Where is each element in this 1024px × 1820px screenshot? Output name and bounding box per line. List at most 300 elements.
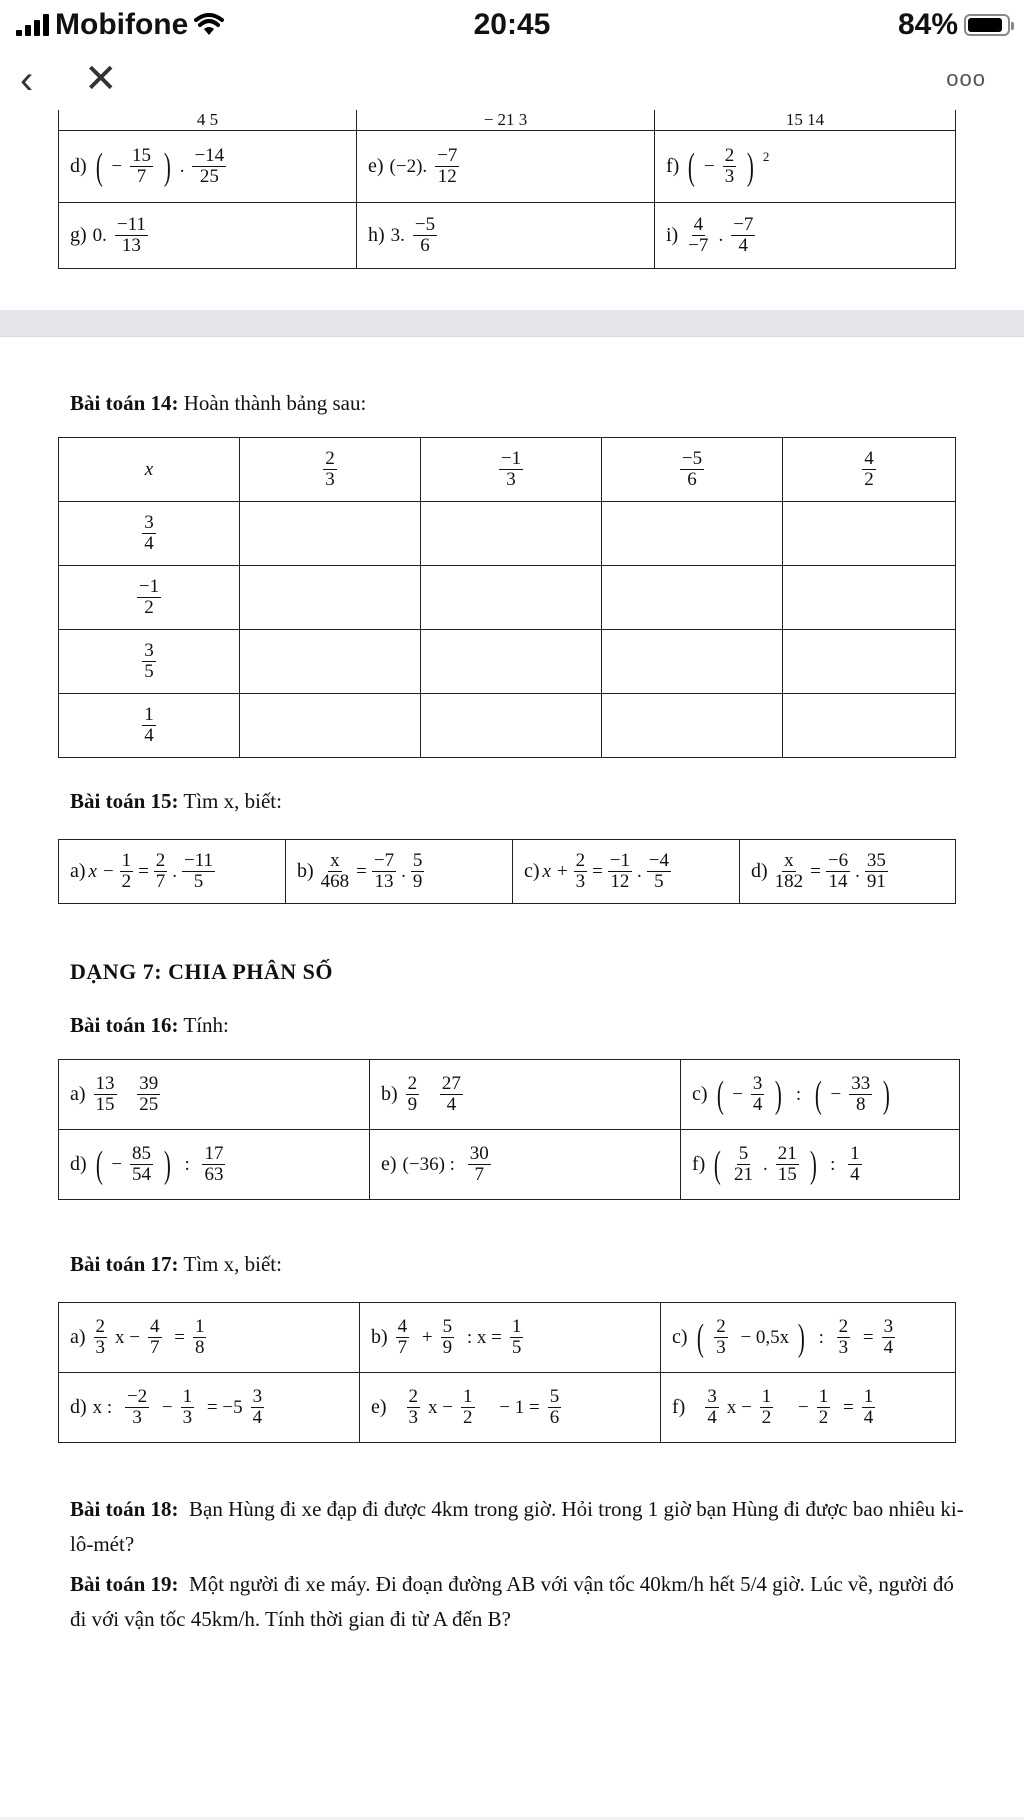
denominator: 3 <box>325 469 335 490</box>
exercise-text: Tìm x, biết: <box>183 789 282 813</box>
exercise-title: Bài toán 15: <box>70 789 179 813</box>
denominator: 9 <box>442 1337 453 1358</box>
header-cell <box>783 438 956 502</box>
expr-text: : <box>791 1083 806 1105</box>
dot: . <box>637 860 642 882</box>
denominator: −7 <box>688 235 709 256</box>
header-cell <box>602 438 783 502</box>
denominator: 3 <box>408 1407 419 1428</box>
numerator: 30 <box>469 1143 489 1165</box>
expr-text: (−36) : <box>402 1153 460 1175</box>
denominator: 3 <box>575 871 586 892</box>
denominator: 6 <box>687 469 697 490</box>
item-label: e) <box>381 1153 397 1175</box>
exercise-14-table <box>58 437 956 758</box>
expr-text: x : <box>92 1396 117 1418</box>
table-row <box>59 1303 956 1373</box>
numerator: 39 <box>139 1073 159 1095</box>
empty-cell <box>602 694 783 758</box>
numerator: 2 <box>575 850 586 872</box>
denominator: 4 <box>752 1094 763 1115</box>
numerator: 85 <box>132 1143 152 1165</box>
item-label: b) <box>371 1326 388 1348</box>
table-row <box>59 630 956 694</box>
fraction <box>826 851 850 892</box>
denominator: 7 <box>136 166 147 187</box>
cell-17b <box>360 1303 661 1373</box>
denominator: 4 <box>850 1164 860 1185</box>
denominator: 9 <box>412 871 423 892</box>
browser-nav-bar <box>0 52 1024 110</box>
exercise-16-table <box>58 1059 960 1200</box>
empty-cell <box>602 566 783 630</box>
item-label: a) <box>70 860 86 882</box>
numerator: −7 <box>733 214 754 236</box>
expr-text: : <box>179 1153 195 1175</box>
battery-percent: 84% <box>897 8 958 41</box>
numerator: x <box>330 850 340 872</box>
item-label: d) <box>751 860 768 882</box>
numerator: −1 <box>609 850 630 872</box>
exercise-15-table <box>58 839 956 904</box>
dot: . <box>179 155 185 177</box>
denominator: 8 <box>194 1337 205 1358</box>
denominator: 5 <box>193 871 204 892</box>
fraction <box>548 1387 562 1428</box>
expr-text <box>125 1084 130 1106</box>
status-bar <box>0 0 1024 52</box>
close-paren: ) <box>883 1073 891 1116</box>
expr-text: − <box>830 1083 842 1105</box>
fraction <box>148 1317 162 1358</box>
x-label: x <box>59 438 240 502</box>
expr-text: = −5 <box>202 1396 243 1418</box>
item-label: f) <box>692 1153 706 1175</box>
item-label: h) <box>368 224 385 246</box>
carrier-name: Mobifone <box>55 8 189 41</box>
exercise-text: Bạn Hùng đi xe đạp đi được 4km trong giờ. Hỏi trong 1 giờ bạn Hùng đi được bao nhiêu ki-lô-mét? <box>70 1497 964 1556</box>
exercise-17-table <box>58 1302 956 1443</box>
fraction <box>137 1074 160 1115</box>
exercise-title: Bài toán 17: <box>70 1252 179 1276</box>
numerator: 4 <box>150 1316 160 1338</box>
equals: = <box>356 860 367 882</box>
fraction <box>319 851 352 892</box>
expr-text: : x = <box>462 1326 502 1348</box>
empty-cell <box>421 630 602 694</box>
fraction <box>142 513 156 554</box>
numerator: −11 <box>116 214 146 236</box>
close-paren: ) <box>163 145 171 188</box>
exercise-16-heading <box>70 1013 229 1038</box>
denominator: 4 <box>738 235 749 256</box>
numerator: 2 <box>95 1316 106 1338</box>
denominator: 12 <box>437 166 457 187</box>
numerator: 3 <box>144 512 154 534</box>
exercise-title: Bài toán 14: <box>70 391 179 415</box>
fraction <box>882 1317 896 1358</box>
fraction <box>182 851 215 892</box>
fraction <box>773 851 806 892</box>
numerator: 13 <box>95 1073 115 1095</box>
numerator: 2 <box>407 1073 418 1095</box>
denominator: 4 <box>446 1094 457 1115</box>
cell-e <box>357 131 655 203</box>
expr-text: − 0,5x <box>735 1326 790 1348</box>
expr-text: − <box>157 1396 173 1418</box>
back-chevron-icon[interactable]: ‹ <box>20 58 34 102</box>
fraction <box>396 1317 410 1358</box>
partial-cell: 15 14 <box>655 110 956 131</box>
numerator: 3 <box>883 1316 894 1338</box>
fraction <box>731 215 755 256</box>
fraction <box>323 449 337 490</box>
numerator: 27 <box>441 1073 461 1095</box>
numerator: 4 <box>864 448 874 470</box>
table-row <box>59 1060 960 1130</box>
expr-text <box>427 1084 432 1106</box>
prefix: (−2). <box>389 155 428 177</box>
numerator: 1 <box>761 1386 772 1408</box>
fraction <box>849 1074 872 1115</box>
cell-16c <box>681 1060 960 1130</box>
denominator: 182 <box>774 871 804 892</box>
denominator: 2 <box>463 1407 473 1428</box>
clock: 20:45 <box>473 8 551 41</box>
numerator: −5 <box>681 448 703 470</box>
item-label: f) <box>672 1396 686 1418</box>
fraction <box>751 1074 765 1115</box>
fraction <box>142 641 156 682</box>
empty-cell <box>240 566 421 630</box>
cell-16b <box>370 1060 681 1130</box>
fraction <box>510 1317 524 1358</box>
fraction <box>181 1387 195 1428</box>
numerator: 1 <box>463 1386 473 1408</box>
expr-text: − 1 = <box>494 1396 540 1418</box>
fraction <box>680 449 704 490</box>
numerator: −11 <box>184 850 214 872</box>
fraction <box>441 1317 455 1358</box>
more-options-icon[interactable]: ooo <box>946 66 986 91</box>
empty-cell <box>421 502 602 566</box>
fraction <box>837 1317 851 1358</box>
cell-16a <box>59 1060 370 1130</box>
denominator: 25 <box>139 1094 159 1115</box>
fraction <box>130 1144 153 1185</box>
item-label: d) <box>70 155 87 177</box>
exercise-text: Một người đi xe máy. Đi đoạn đường AB với vận tốc 40km/h hết 5/4 giờ. Lúc về, người đó đi với vận tốc 45km/h. Tính thời gian đi từ A đến B? <box>70 1572 954 1631</box>
numerator: x <box>784 850 794 872</box>
numerator: 2 <box>408 1386 419 1408</box>
prefix: 3. <box>390 224 405 246</box>
item-label: b) <box>381 1083 398 1105</box>
numerator: 4 <box>397 1316 408 1338</box>
numerator: 2 <box>724 145 735 167</box>
open-paren: ( <box>95 1143 103 1186</box>
numerator: −5 <box>414 214 436 236</box>
table-row-partial <box>59 110 956 131</box>
exponent: 2 <box>762 148 770 164</box>
denominator: 3 <box>716 1337 726 1358</box>
exercise-18 <box>70 1492 975 1562</box>
numerator: 17 <box>204 1143 224 1165</box>
denominator: 3 <box>506 469 516 490</box>
table-row <box>59 1373 956 1443</box>
fraction <box>862 1387 876 1428</box>
table-row <box>59 502 956 566</box>
close-paren: ) <box>809 1143 817 1186</box>
equals: = <box>138 860 149 882</box>
exercise-17-heading <box>70 1252 282 1277</box>
table-row <box>59 203 956 269</box>
fraction <box>251 1387 265 1428</box>
fraction <box>120 851 134 892</box>
item-label: d) <box>70 1153 87 1175</box>
numerator: 5 <box>442 1316 453 1338</box>
numerator: 1 <box>850 1143 860 1165</box>
fraction <box>435 146 459 187</box>
cell-15d <box>740 840 956 904</box>
expr-text: = <box>169 1326 185 1348</box>
denominator: 5 <box>654 871 664 892</box>
empty-cell <box>421 694 602 758</box>
dot: . <box>855 860 860 882</box>
fraction <box>406 1074 420 1115</box>
fraction <box>461 1387 475 1428</box>
item-label: d) <box>70 1396 87 1418</box>
item-label: c) <box>672 1326 688 1348</box>
fraction <box>407 1387 421 1428</box>
expr-text: = <box>858 1326 874 1348</box>
denominator: 468 <box>320 871 350 892</box>
empty-cell <box>240 630 421 694</box>
denominator: 4 <box>144 533 154 554</box>
denominator: 54 <box>132 1164 152 1185</box>
close-paren: ) <box>747 145 755 188</box>
denominator: 4 <box>252 1407 263 1428</box>
exercise-text: Tính: <box>183 1013 229 1037</box>
fraction <box>723 146 737 187</box>
sign: − <box>111 155 123 177</box>
fraction <box>574 851 588 892</box>
table-row <box>59 1130 960 1200</box>
fraction <box>192 146 226 187</box>
item-label: i) <box>666 224 679 246</box>
fraction <box>413 215 437 256</box>
denominator: 4 <box>144 725 154 746</box>
denominator: 13 <box>121 235 141 256</box>
fraction <box>732 1144 755 1185</box>
item-label: b) <box>297 860 314 882</box>
row-header-cell <box>59 630 240 694</box>
expr-text: x − <box>115 1326 141 1348</box>
prefix: 0. <box>92 224 107 246</box>
sign: − <box>703 155 715 177</box>
exercise-14-heading <box>70 391 366 416</box>
empty-cell <box>602 502 783 566</box>
exercise-title: Bài toán 19: <box>70 1572 179 1596</box>
close-paren: ) <box>163 1143 171 1186</box>
numerator: 21 <box>777 1143 797 1165</box>
denominator: 63 <box>204 1164 224 1185</box>
row-header-cell <box>59 566 240 630</box>
item-label: c) <box>524 860 540 882</box>
battery-status <box>898 8 1010 42</box>
fraction <box>115 215 148 256</box>
table-row <box>59 131 956 203</box>
item-label: e) <box>371 1396 387 1418</box>
numerator: 2 <box>716 1316 726 1338</box>
cell-i <box>655 203 956 269</box>
denominator: 6 <box>549 1407 560 1428</box>
numerator: 1 <box>818 1386 829 1408</box>
open-paren: ( <box>95 145 103 188</box>
denominator: 2 <box>761 1407 772 1428</box>
close-paren: ) <box>798 1316 805 1359</box>
cell-16e <box>370 1130 681 1200</box>
expr-text: = <box>838 1396 854 1418</box>
fraction <box>411 851 425 892</box>
numerator: 15 <box>132 145 152 167</box>
numerator: 5 <box>412 850 423 872</box>
exercise-text: Hoàn thành bảng sau: <box>183 391 367 415</box>
row-header-cell <box>59 502 240 566</box>
numerator: 33 <box>851 1073 871 1095</box>
numerator: 5 <box>549 1386 560 1408</box>
numerator: −7 <box>437 145 458 167</box>
numerator: −1 <box>500 448 522 470</box>
denominator: 3 <box>838 1337 849 1358</box>
fraction <box>440 1074 463 1115</box>
close-icon[interactable]: ✕ <box>84 57 118 101</box>
partial-cell: − 21 3 <box>357 110 655 131</box>
numerator: 5 <box>738 1143 749 1165</box>
denominator: 5 <box>144 661 154 682</box>
expr-text: − <box>732 1083 743 1105</box>
numerator: 1 <box>863 1386 874 1408</box>
cell-h <box>357 203 655 269</box>
denominator: 7 <box>397 1337 408 1358</box>
dot: . <box>401 860 406 882</box>
denominator: 2 <box>121 871 132 892</box>
cell-15c <box>513 840 740 904</box>
row-header-cell <box>59 694 240 758</box>
denominator: 3 <box>132 1407 142 1428</box>
fraction <box>125 1387 149 1428</box>
numerator: 3 <box>752 1073 763 1095</box>
equals: = <box>810 860 821 882</box>
equals: = <box>592 860 603 882</box>
empty-cell <box>421 566 602 630</box>
empty-cell <box>602 630 783 694</box>
close-paren: ) <box>775 1073 783 1116</box>
expr-text: x − <box>726 1396 752 1418</box>
exercise-table-top <box>58 110 956 269</box>
exercise-text: Tìm x, biết: <box>183 1252 282 1276</box>
fraction <box>137 577 161 618</box>
denominator: 21 <box>733 1164 753 1185</box>
denominator: 6 <box>420 235 430 256</box>
item-label: a) <box>70 1326 86 1348</box>
dot: . <box>718 224 724 246</box>
fraction <box>499 449 523 490</box>
expr-text: x − <box>428 1396 454 1418</box>
denominator: 4 <box>707 1407 717 1428</box>
item-label: c) <box>692 1083 708 1105</box>
denominator: 8 <box>855 1094 866 1115</box>
document-page-2 <box>0 337 1024 1817</box>
cell-17d <box>59 1373 360 1443</box>
page-separator <box>0 310 1024 337</box>
dot: . <box>172 860 178 882</box>
fraction <box>776 1144 799 1185</box>
battery-icon <box>964 14 1010 36</box>
cell-f <box>655 131 956 203</box>
denominator: 13 <box>374 871 394 892</box>
fraction <box>372 851 396 892</box>
denominator: 15 <box>95 1094 115 1115</box>
expr-text: : <box>825 1153 841 1175</box>
denominator: 3 <box>182 1407 193 1428</box>
fraction <box>647 851 671 892</box>
denominator: 15 <box>777 1164 797 1185</box>
cell-16d <box>59 1130 370 1200</box>
numerator: 1 <box>121 850 132 872</box>
fraction <box>862 449 876 490</box>
numerator: −1 <box>138 576 160 598</box>
table-row <box>59 566 956 630</box>
fraction <box>865 851 888 892</box>
cell-17a <box>59 1303 360 1373</box>
prefix: x + <box>542 860 569 882</box>
denominator: 9 <box>407 1094 418 1115</box>
fraction <box>608 851 632 892</box>
exercise-title: Bài toán 18: <box>70 1497 179 1521</box>
table-row <box>59 840 956 904</box>
fraction <box>468 1144 491 1185</box>
numerator: −14 <box>194 145 225 167</box>
fraction <box>817 1387 831 1428</box>
empty-cell <box>783 566 956 630</box>
denominator: 4 <box>883 1337 894 1358</box>
expr-text: − <box>793 1396 809 1418</box>
fraction <box>705 1387 719 1428</box>
denominator: 12 <box>610 871 630 892</box>
cell-15b <box>286 840 513 904</box>
denominator: 2 <box>818 1407 829 1428</box>
section-heading-dang-7: DẠNG 7: CHIA PHÂN SỐ <box>70 959 334 984</box>
denominator: 4 <box>863 1407 874 1428</box>
expr-text: : <box>813 1326 829 1348</box>
denominator: 14 <box>828 871 848 892</box>
item-label: a) <box>70 1083 86 1105</box>
empty-cell <box>240 502 421 566</box>
numerator: 1 <box>194 1316 205 1338</box>
header-cell <box>240 438 421 502</box>
numerator: 2 <box>838 1316 849 1338</box>
fraction <box>154 851 168 892</box>
empty-cell <box>783 694 956 758</box>
denominator: 7 <box>155 871 166 892</box>
item-label: g) <box>70 224 87 246</box>
fraction <box>202 1144 225 1185</box>
denominator: 7 <box>150 1337 160 1358</box>
empty-cell <box>783 630 956 694</box>
open-paren: ( <box>688 145 696 188</box>
expr-text: − <box>111 1153 123 1175</box>
header-cell <box>421 438 602 502</box>
